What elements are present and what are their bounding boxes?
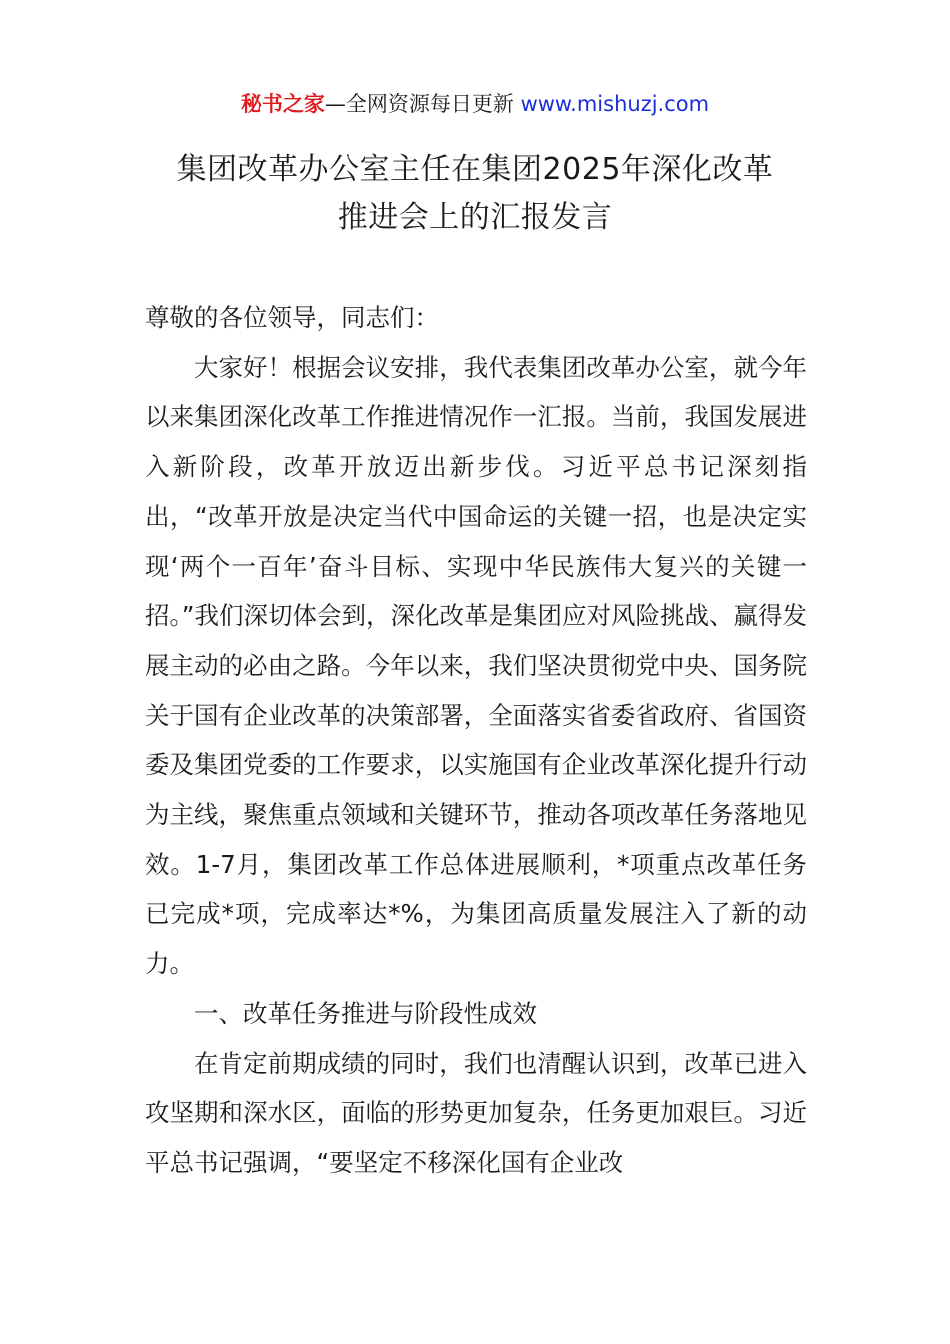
document-body [145, 293, 807, 1188]
title-line-1: 集团改革办公室主任在集团2025年深化改革 [176, 152, 774, 187]
header-slogan: —全网资源每日更新 [324, 92, 521, 116]
site-header [0, 88, 950, 120]
title-line-2: 推进会上的汇报发言 [337, 200, 613, 235]
salutation: 尊敬的各位领导，同志们： [145, 303, 439, 332]
brand-name: 秘书之家 [240, 92, 325, 116]
paragraph-1: 大家好！根据会议安排，我代表集团改革办公室，就今年以来集团深化改革工作推进情况作一汇报。当前，我国发展进入新阶段，改革开放迈出新步伐。习近平总书记深刻指出，“改革开放是决定当代中国命运的关键一招，也是决定实现‘两个一百年’奋斗目标、实现中华民族伟大复兴的关键一招。”我们深切体会到，深化改革是集团应对风险挑战、赢得发展主动的必由之路。今年以来，我们坚决贯彻党中央、国务院关于国有企业改革的决策部署，全面落实省委省政府、省国资委及集团党委的工作要求，以实施国有企业改革深化提升行动为主线，聚焦重点领域和关键环节，推动各项改革任务落地见效。1-7月，集团改革工作总体进展顺利，*项重点改革任务已完成*项，完成率达*%，为集团高质量发展注入了新的动力。 [145, 352, 807, 979]
section-heading-1: 一、改革任务推进与阶段性成效 [194, 998, 537, 1028]
site-url-link[interactable]: www.mishuzj.com [520, 92, 710, 116]
document-title [120, 146, 830, 242]
paragraph-2: 在肯定前期成绩的同时，我们也清醒认识到，改革已进入攻坚期和深水区，面临的形势更加复杂，任务更加艰巨。习近平总书记强调，“要坚定不移深化国有企业改 [145, 1048, 807, 1177]
